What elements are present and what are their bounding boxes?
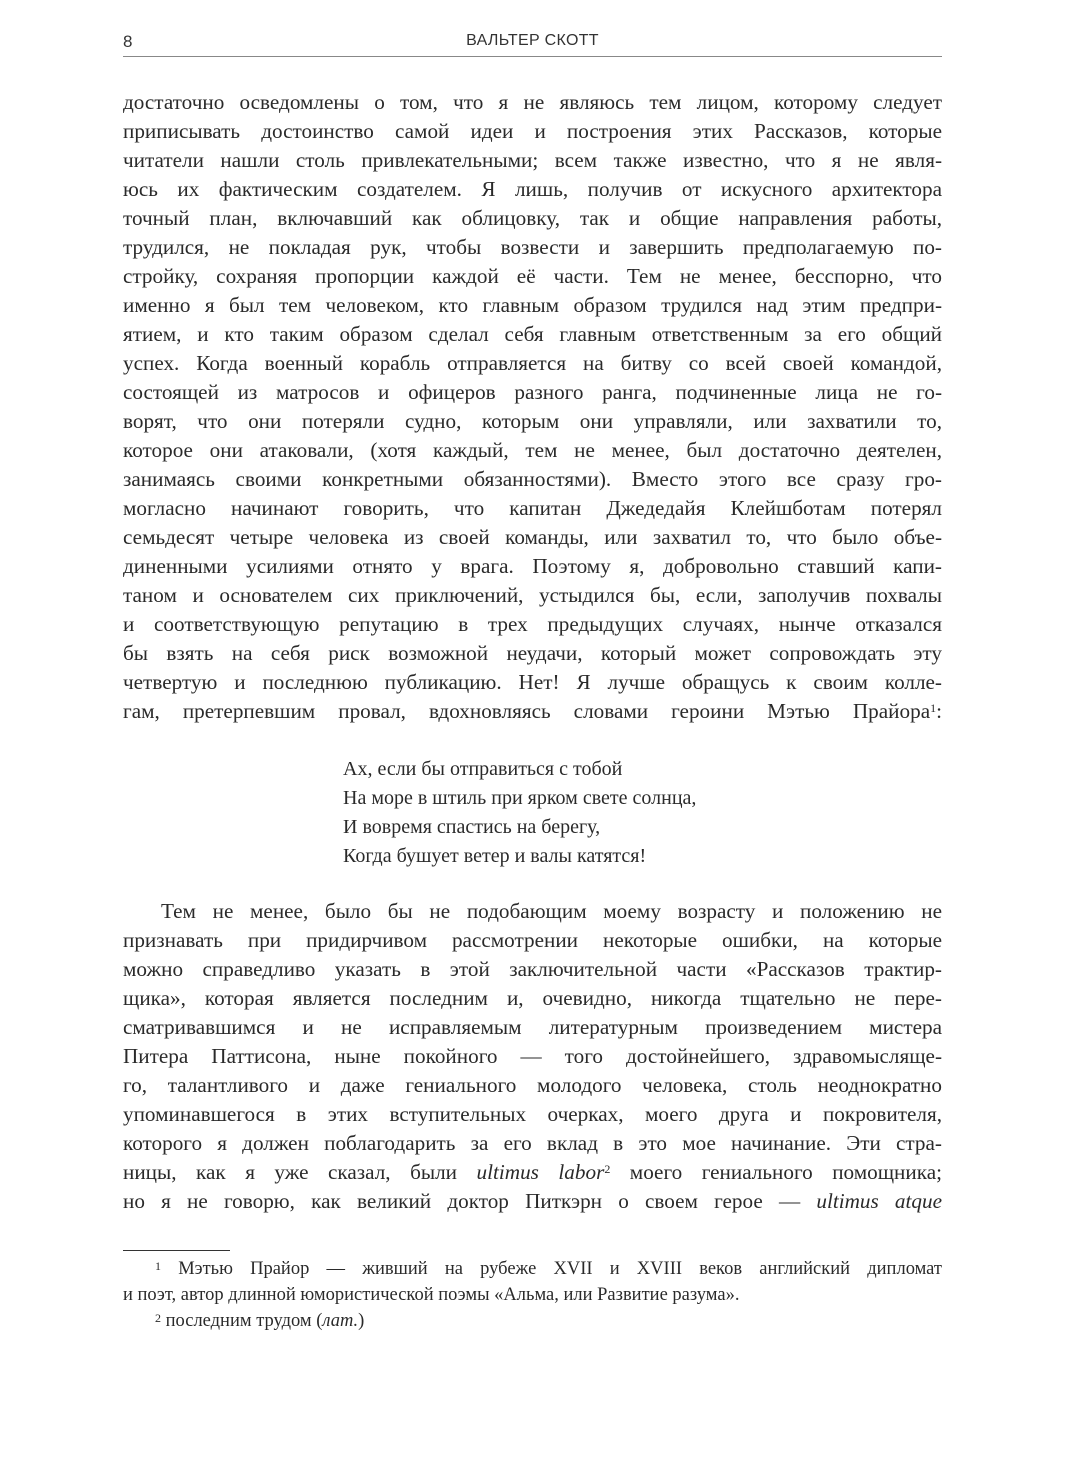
footnotes (123, 1256, 942, 1334)
text-line: сматривавшимся и не исправляемым литературным произведением мистера (123, 1015, 942, 1039)
text-line: читатели нашли столь привлекательными; всем также известно, что я не явля- (123, 148, 942, 172)
page-header (123, 30, 942, 57)
text-line: могласно начинают говорить, что капитан Джедедайя Клейшботам потерял (123, 496, 942, 520)
verse-quote (343, 755, 696, 871)
text-fragment: ницы, как я уже сказал, были (123, 1160, 477, 1184)
latin-phrase: ultimus atque (816, 1189, 942, 1213)
latin-phrase: ultimus labor (476, 1160, 605, 1184)
footnote-text: Мэтью Прайор — живший на рубеже XVII и XVIII веков английский дипломат (161, 1259, 942, 1279)
text-line (123, 697, 942, 726)
text-line: занимаясь своими конкретными обязанностями). Вместо этого все сразу гро- (123, 467, 942, 491)
verse-line: И вовремя спастись на берегу, (343, 816, 601, 838)
text-line: можно справедливо указать в этой заключительной части «Рассказов трактир- (123, 957, 942, 981)
text-line: Тем не менее, было бы не подобающим моему возрасту и положению не (161, 899, 942, 923)
footnote-abbrev: лат. (322, 1311, 359, 1331)
page-number: 8 (123, 32, 133, 51)
text-line: именно я был тем человеком, кто главным образом трудился над этим предпри- (123, 293, 942, 317)
text-line: трудился, не покладая рук, чтобы возвести и завершить предполагаемую по- (123, 235, 942, 259)
text-line: стройку, сохраняя пропорции каждой её части. Тем не менее, бесспорно, что (123, 264, 942, 288)
paragraph-1 (123, 88, 942, 726)
text-fragment: гам, претерпевшим провал, вдохновляясь словами героини Мэтью Прайора (123, 699, 931, 723)
text-line: состоящей из матросов и офицеров разного ранга, подчиненные лица не го- (123, 380, 942, 404)
text-line: диненными усилиями отнято у врага. Поэтому я, добровольно ставший капи- (123, 554, 942, 578)
text-line: ворят, что они потеряли судно, которым они управляли, или захватили то, (123, 409, 942, 433)
text-line: достаточно осведомлены о том, что я не являюсь тем лицом, которому следует (123, 90, 942, 114)
footnote-ref[interactable]: 2 (604, 1162, 611, 1176)
footnote-text: ) (358, 1311, 365, 1331)
text-fragment: но я не говорю, как великий доктор Питкэрн о своем герое — (123, 1189, 817, 1213)
text-line: го, талантливого и даже гениального молодого человека, столь неоднократно (123, 1073, 942, 1097)
text-line: таном и основателем сих приключений, устыдился бы, если, заполучив похвалы (123, 583, 942, 607)
footnote-divider (123, 1250, 230, 1251)
text-line: бы взять на себя риск возможной неудачи, который может сопровождать эту (123, 641, 942, 665)
text-line: Питера Паттисона, ныне покойного — того достойнейшего, здравомысляще- (123, 1044, 942, 1068)
footnote-2 (123, 1308, 942, 1334)
footnote-marker: 1 (155, 1259, 161, 1273)
footnote-marker: 2 (155, 1311, 161, 1325)
text-line: приписывать достоинство самой идеи и построения этих Рассказов, которые (123, 119, 942, 143)
verse-line: Когда бушует ветер и валы катятся! (343, 845, 647, 867)
text-line: семьдесят четыре человека из своей команды, или захватил то, что было объе- (123, 525, 942, 549)
text-fragment: : (936, 699, 942, 723)
text-line: упоминавшегося в этих вступительных очерках, моего друга и покровителя, (123, 1102, 942, 1126)
verse-line: Ах, если бы отправиться с тобой (343, 758, 623, 780)
paragraph-2 (123, 897, 942, 1216)
text-line: точный план, включавший как облицовку, так и общие направления работы, (123, 206, 942, 230)
text-line: успех. Когда военный корабль отправляется на битву со всей своей командой, (123, 351, 942, 375)
verse-line: На море в штиль при ярком свете солнца, (343, 787, 697, 809)
running-title: ВАЛЬТЕР СКОТТ (466, 32, 599, 49)
text-line (123, 1187, 942, 1216)
text-line: которого я должен поблагодарить за его вклад в это мое начинание. Эти стра- (123, 1131, 942, 1155)
text-line: и соответствующую репутацию в трех предыдущих случаях, нынче отказался (123, 612, 942, 636)
footnote-text: последним трудом ( (161, 1311, 323, 1331)
text-line: юсь их фактическим создателем. Я лишь, получив от искусного архитектора (123, 177, 942, 201)
text-line: щика», которая является последним и, очевидно, никогда тщательно не пере- (123, 986, 942, 1010)
text-line (123, 1158, 942, 1187)
footnote-1-continued: и поэт, автор длинной юмористической поэмы «Альма, или Развитие разума». (123, 1285, 740, 1305)
text-line: четвертую и последнюю публикацию. Нет! Я лучше обращусь к своим колле- (123, 670, 942, 694)
footnote-ref[interactable]: 1 (930, 701, 937, 715)
footnote-1 (123, 1256, 942, 1282)
text-line: признавать при придирчивом рассмотрении некоторые ошибки, на которые (123, 928, 942, 952)
text-fragment: моего гениального помощника; (610, 1160, 942, 1184)
text-line: ятием, и кто таким образом сделал себя главным ответственным за его общий (123, 322, 942, 346)
text-line: которое они атаковали, (хотя каждый, тем не менее, был достаточно деятелен, (123, 438, 942, 462)
